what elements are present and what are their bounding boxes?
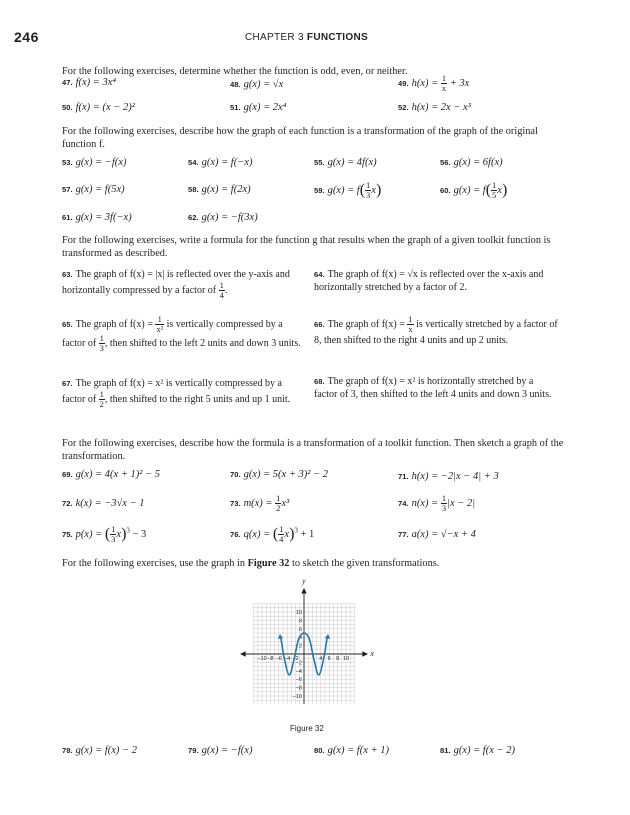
y-tick-label: −4 bbox=[295, 668, 302, 675]
exercise-68: 68. The graph of f(x) = x² is horizontally stretched by a factor of 3, then shifted to the left 4 units and down 3 units. bbox=[314, 376, 552, 400]
instruction-sketch: For the following exercises, describe how the formula is a transformation of a toolkit function. Then sketch a graph of the transformation. bbox=[62, 438, 564, 462]
instruction-odd-even: For the following exercises, determine whether the function is odd, even, or neither. bbox=[62, 66, 408, 77]
exercise-55: 55. g(x) = 4f(x) bbox=[314, 157, 377, 168]
x-tick-label: 4 bbox=[319, 656, 323, 662]
exercise-57: 57. g(x) = f(5x) bbox=[62, 184, 125, 195]
y-axis-arrow-up bbox=[302, 589, 306, 593]
y-tick-label: 8 bbox=[298, 618, 302, 625]
y-tick-label: −10 bbox=[292, 694, 302, 700]
exercise-59: 59. g(x) = f( $\frac{1}{3}$ x) bbox=[314, 180, 382, 200]
page-number: 246 bbox=[14, 29, 39, 45]
exercise-58: 58. g(x) = f(2x) bbox=[188, 184, 251, 195]
exercise-74: 74. n(x) = $\frac{1}{3}$ |x − 2| bbox=[398, 493, 476, 513]
exercise-53: 53. g(x) = −f(x) bbox=[62, 157, 127, 168]
x-tick-label: −6 bbox=[275, 656, 282, 662]
x-tick-label: −2 bbox=[292, 656, 299, 662]
exercise-47: 47. f(x) = 3x⁴ bbox=[62, 77, 117, 88]
x-axis-label: x bbox=[370, 649, 374, 658]
exercise-48: 48. g(x) = √x bbox=[230, 79, 284, 90]
x-tick-label: 6 bbox=[327, 656, 331, 662]
curve-label: f bbox=[325, 634, 328, 643]
tick-labels bbox=[257, 610, 349, 700]
exercise-56: 56. g(x) = 6f(x) bbox=[440, 157, 503, 168]
chapter-header bbox=[245, 32, 368, 43]
x-tick-label: −4 bbox=[284, 656, 291, 662]
exercise-79: 79. g(x) = −f(x) bbox=[188, 745, 253, 756]
exercise-52: 52. h(x) = 2x − x³ bbox=[398, 102, 471, 113]
x-tick-label: 8 bbox=[336, 656, 340, 662]
exercise-78: 78. g(x) = f(x) − 2 bbox=[62, 745, 137, 756]
exercise-62: 62. g(x) = −f(3x) bbox=[188, 212, 258, 223]
x-tick-label: 10 bbox=[342, 656, 350, 662]
y-tick-label: −2 bbox=[295, 660, 302, 667]
y-tick-label: 10 bbox=[295, 610, 302, 616]
exercise-77: 77. a(x) = √−x + 4 bbox=[398, 529, 476, 540]
instruction-figure: For the following exercises, use the graph in Figure 32 to sketch the given transformations. bbox=[62, 558, 440, 569]
figure-reference: Figure 32 bbox=[247, 558, 290, 569]
exercise-72: 72. k(x) = −3√x − 1 bbox=[62, 498, 145, 509]
exercise-65: 65. The graph of f(x) = $\frac{1}{\text{x²}}$ is vertically compressed by a factor of $\frac{1}{3}$ , then shifted to the left 2 units and down 3 units. bbox=[62, 314, 301, 353]
figure-caption: Figure 32 bbox=[290, 724, 324, 733]
y-tick-label: 2 bbox=[298, 643, 302, 650]
x-tick-label: −8 bbox=[267, 656, 274, 662]
chapter-label: CHAPTER 3 bbox=[245, 32, 304, 43]
exercise-70: 70. g(x) = 5(x + 3)² − 2 bbox=[230, 469, 329, 480]
exercise-60: 60. g(x) = f( $\frac{1}{5}$ x) bbox=[440, 180, 508, 200]
exercise-73: 73. m(x) = $\frac{1}{2}$ x³ bbox=[230, 493, 290, 513]
y-tick-label: −8 bbox=[295, 685, 302, 692]
exercise-49: 49. h(x) = $\frac{1}{x}$ + 3x bbox=[398, 73, 470, 93]
y-tick-label: 4 bbox=[298, 635, 302, 642]
exercise-69: 69. g(x) = 4(x + 1)² − 5 bbox=[62, 469, 161, 480]
chapter-title: FUNCTIONS bbox=[306, 32, 368, 43]
y-tick-label: −6 bbox=[295, 677, 302, 684]
exercise-76: 76. q(x) = ( $\frac{1}{4}$ x)$^3$ + 1 bbox=[230, 524, 315, 544]
exercise-75: 75. p(x) = ( $\frac{1}{3}$ x)$^3$ − 3 bbox=[62, 524, 147, 544]
x-tick-label: −10 bbox=[257, 656, 267, 662]
figure-32-graph bbox=[235, 576, 375, 704]
y-axis-label: y bbox=[302, 576, 306, 586]
exercise-67: 67. The graph of f(x) = x² is vertically compressed by a factor of $\frac{1}{2}$ , then shifted to the right 5 units and up 1 unit. bbox=[62, 378, 291, 409]
exercise-63: 63. The graph of f(x) = |x| is reflected over the y-axis and horizontally compressed by a factor of $\frac{1}{4}$ . bbox=[62, 269, 290, 300]
exercise-66: 66. The graph of f(x) = $\frac{1}{x}$ is vertically stretched by a factor of 8, then shifted to the right 4 units and up 2 units. bbox=[314, 314, 558, 346]
axes bbox=[241, 589, 367, 704]
x-axis-arrow-left bbox=[241, 652, 245, 656]
exercise-51: 51. g(x) = 2x⁴ bbox=[230, 102, 287, 113]
instruction-formula: For the following exercises, write a formula for the function g that results when the graph of a given toolkit function is transformed as described. bbox=[62, 235, 551, 259]
instruction-transformation: For the following exercises, describe how the graph of each function is a transformation of the graph of the original function f. bbox=[62, 126, 538, 150]
exercise-81: 81. g(x) = f(x − 2) bbox=[440, 745, 515, 756]
exercise-71: 71. h(x) = −2|x − 4| + 3 bbox=[398, 471, 499, 482]
exercise-54: 54. g(x) = f(−x) bbox=[188, 157, 253, 168]
x-axis-arrow-right bbox=[363, 652, 367, 656]
exercise-50: 50. f(x) = (x − 2)² bbox=[62, 102, 135, 113]
exercise-80: 80. g(x) = f(x + 1) bbox=[314, 745, 389, 756]
exercise-61: 61. g(x) = 3f(−x) bbox=[62, 212, 132, 223]
exercise-64: 64. The graph of f(x) = √x is reflected over the x-axis and horizontally stretched by a factor of 2. bbox=[314, 269, 544, 293]
y-tick-label: 6 bbox=[298, 626, 302, 633]
